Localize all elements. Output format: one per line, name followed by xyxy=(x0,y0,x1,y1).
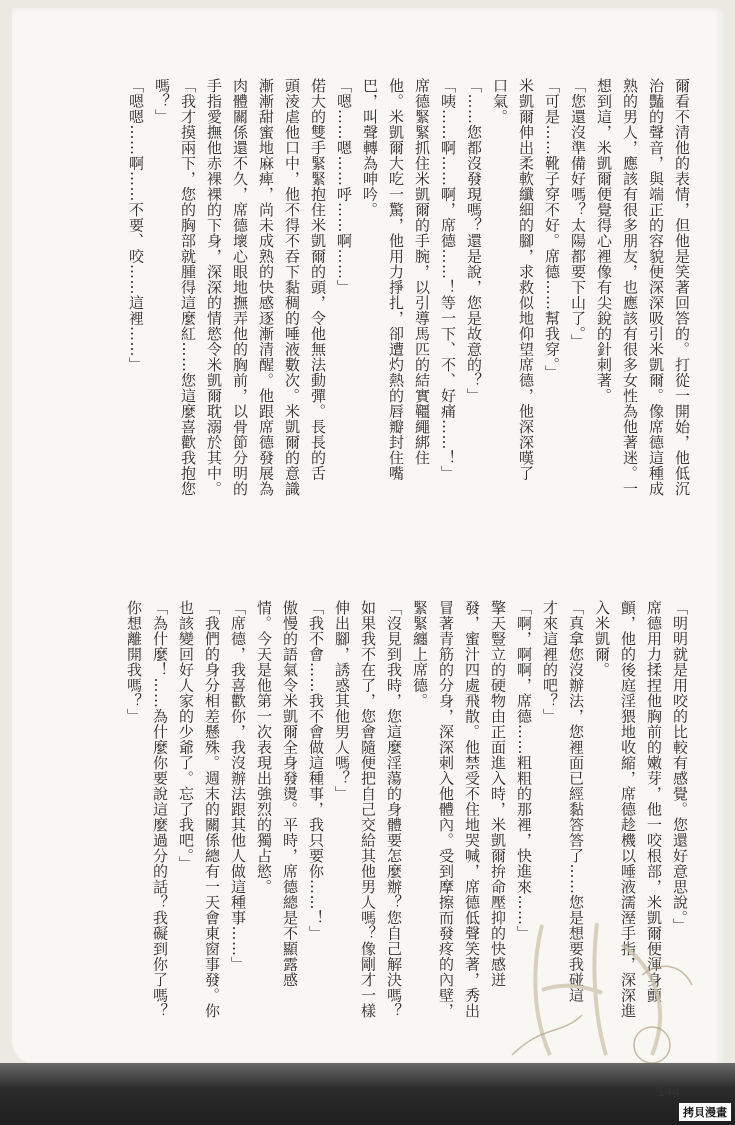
text-line: 巴，叫聲轉為呻吟。 xyxy=(361,78,379,218)
text-line: 「我才摸兩下，您的胸部就腫得這麼紅……您這麼喜歡我抱您 xyxy=(179,78,197,497)
text-line: 「真拿您沒辦法，您裡面已經黏答答了……您是想要我碰這 xyxy=(567,600,585,1003)
text-line: 米凱爾伸出柔軟纖細的腳，求救似地仰望席德，他深深嘆了 xyxy=(517,78,535,481)
text-line: 爾看不清他的表情，但他是笑著回答的。打從一開始，他低沉 xyxy=(673,78,691,497)
text-line: 顫，他的後庭淫猥地收縮，席德趁機以唾液濡溼手指，深深進 xyxy=(619,600,637,1019)
text-line: 緊緊纏上席德。 xyxy=(411,600,429,709)
text-line: 「我不會……我不會做這種事，我只要你……！」 xyxy=(307,600,325,941)
text-line: 如果我不在了，您會隨便把自己交給其他男人嗎？像剛才一樣 xyxy=(359,600,377,1019)
page-number: 144 xyxy=(657,1085,680,1099)
text-line: 「為什麼！……為什麼你要說這麼過分的話？我礙到你了嗎？ xyxy=(151,600,169,1019)
text-line: 伸出腳，誘惑其他男人嗎？」 xyxy=(333,600,351,802)
text-line: 口氣。 xyxy=(491,78,509,125)
text-line: 發，蜜汁四處飛散。他禁受不住地哭喊，席德低聲笑著，秀出 xyxy=(463,600,481,1019)
text-line: 「咦……啊……啊，席德……！等一下、不、好痛……！」 xyxy=(439,78,457,481)
text-line: 「您還沒準備好嗎？太陽都要下山了。」 xyxy=(569,78,587,350)
text-column-top xyxy=(117,78,689,528)
text-line: 席德緊緊抓住米凱爾的手腕，以引導馬匹的結實韁繩綁住 xyxy=(413,78,431,466)
text-line: 熟的男人，應該有很多朋友，也應該有很多女性為他著迷。一 xyxy=(621,78,639,497)
page-bottom-band xyxy=(0,1063,735,1125)
text-line: 「我們的身分相差懸殊。週末的關係總有一天會東窗事發。你 xyxy=(203,600,221,1019)
text-line: 擎天豎立的硬物由正面進入時，米凱爾拚命壓抑的快感迸 xyxy=(489,600,507,988)
text-line: 傲慢的語氣令米凱爾全身發燙。平時，席德總是不顯露感 xyxy=(281,600,299,988)
text-line: 頭淩虐他口中，他不得不吞下黏稠的唾液數次。米凱爾的意識 xyxy=(283,78,301,497)
watermark-label: 拷貝漫畫 xyxy=(679,1103,731,1121)
text-line: 漸漸甜蜜地麻痺，尚未成熟的快感逐漸清醒。他跟席德發展為 xyxy=(257,78,275,497)
text-line: 冒著青筋的分身，深深刺入他體內。受到摩擦而發疼的內壁， xyxy=(437,600,455,1019)
text-line: 「嗯……嗯……呼……啊……」 xyxy=(335,78,353,295)
text-line: 你想離開我嗎？」 xyxy=(125,600,143,724)
text-line: 情。今天是他第一次表現出強烈的獨占慾。 xyxy=(255,600,273,895)
text-line: 偌大的雙手緊緊抱住米凱爾的頭，令他無法動彈。長長的舌 xyxy=(309,78,327,481)
text-line: 肉體關係還不久，席德壞心眼地撫弄他的胸前，以骨節分明的 xyxy=(231,78,249,497)
text-line: 「席德，我喜歡你，我沒辦法跟其他人做這種事……」 xyxy=(229,600,247,972)
text-line: 「明明就是用咬的比較有感覺。您還好意思說。」 xyxy=(671,600,689,934)
text-line: 「沒見到我時，您這麼淫蕩的身體要怎麼辦？您自己解決嗎？ xyxy=(385,600,403,1019)
text-line: 入米凱爾。 xyxy=(593,600,611,678)
text-line: 「嗯嗯……啊……不要、咬……這裡……」 xyxy=(127,78,145,373)
text-line: 手指愛撫他赤裸裸的下身，深深的情慾令米凱爾耽溺於其中。 xyxy=(205,78,223,497)
text-line: 也該變回好人家的少爺了。忘了我吧。」 xyxy=(177,600,195,872)
text-line: 治豔的聲音，與端正的容貌便深深吸引米凱爾。像席德這種成 xyxy=(647,78,665,497)
text-line: 才來這裡的吧？」 xyxy=(541,600,559,724)
text-line: 「……您都沒發現嗎？還是說，您是故意的？」 xyxy=(465,78,483,404)
text-line: 嗎？」 xyxy=(153,78,171,125)
text-line: 「啊，啊啊，席德……粗粗的那裡，快進來……」 xyxy=(515,600,533,941)
text-line: 「可是……靴子穿不好。席德……幫我穿。」 xyxy=(543,78,561,381)
text-line: 想到這，米凱爾便覺得心裡像有尖銳的針刺著。 xyxy=(595,78,613,404)
text-line: 席德用力揉捏他胸前的嫩芽，他一咬根部，米凱爾便渾身顫 xyxy=(645,600,663,1003)
text-line: 他。米凱爾大吃一驚，他用力掙扎，卻遭灼熱的唇瓣封住嘴 xyxy=(387,78,405,481)
decorative-monogram-icon xyxy=(502,905,702,1070)
